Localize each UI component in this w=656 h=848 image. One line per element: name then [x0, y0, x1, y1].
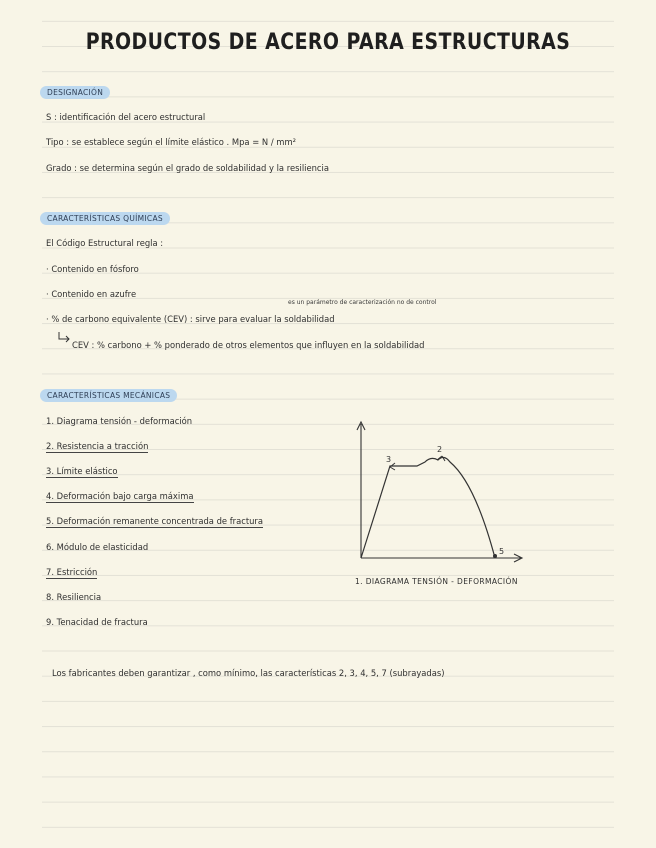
quimicas-line-intro: El Código Estructural regla :	[46, 238, 164, 248]
designacion-line-grado: Grado : se determina según el grado de soldabilidad y la resiliencia	[46, 163, 329, 173]
mecanicas-item-9: 9. Tenacidad de fractura	[46, 617, 148, 627]
mecanicas-item-6: 6. Módulo de elasticidad	[46, 542, 149, 552]
mecanicas-item-3: 3. Límite elástico	[46, 466, 118, 476]
stress-strain-diagram	[345, 418, 535, 573]
footer-note: Los fabricantes deben garantizar , como mínimo, las características 2, 3, 4, 5, 7 (subrayadas)	[52, 668, 445, 678]
quimicas-line-cev: · % de carbono equivalente (CEV) : sirve para evaluar la soldabilidad	[46, 314, 335, 324]
return-arrow-icon	[57, 331, 71, 343]
mecanicas-item-7: 7. Estricción	[46, 567, 98, 577]
mecanicas-item-1: 1. Diagrama tensión - deformación	[46, 416, 193, 426]
diagram-caption: 1. DIAGRAMA TENSIÓN - DEFORMACIÓN	[355, 577, 518, 586]
point-label-uts: 2	[437, 445, 443, 454]
mecanicas-item-5: 5. Deformación remanente concentrada de fractura	[46, 516, 264, 526]
section-header-mecanicas: CARACTERÍSTICAS MECÁNICAS	[40, 389, 177, 402]
quimicas-line-fosforo: · Contenido en fósforo	[46, 264, 139, 274]
section-header-designacion: DESIGNACIÓN	[40, 86, 110, 99]
mecanicas-item-8: 8. Resiliencia	[46, 592, 102, 602]
page-title: PRODUCTOS DE ACERO PARA ESTRUCTURAS	[85, 30, 571, 55]
quimicas-line-azufre: · Contenido en azufre	[46, 289, 137, 299]
mecanicas-item-4: 4. Deformación bajo carga máxima	[46, 491, 194, 501]
point-label-yield: 3	[386, 455, 392, 464]
designacion-line-tipo: Tipo : se establece según el límite elástico . Mpa = N / mm²	[46, 137, 296, 147]
designacion-line-s: S : identificación del acero estructural	[46, 112, 206, 122]
mecanicas-item-2: 2. Resistencia a tracción	[46, 441, 149, 451]
quimicas-line-cev-formula: CEV : % carbono + % ponderado de otros elementos que influyen en la soldabilidad	[72, 340, 425, 350]
stress-strain-curve	[361, 457, 495, 558]
fracture-point	[493, 554, 497, 558]
section-header-quimicas: CARACTERÍSTICAS QUÍMICAS	[40, 212, 170, 225]
quimicas-side-note: es un parámetro de caracterización no de control	[288, 299, 437, 306]
point-label-fracture: 5	[499, 547, 505, 556]
